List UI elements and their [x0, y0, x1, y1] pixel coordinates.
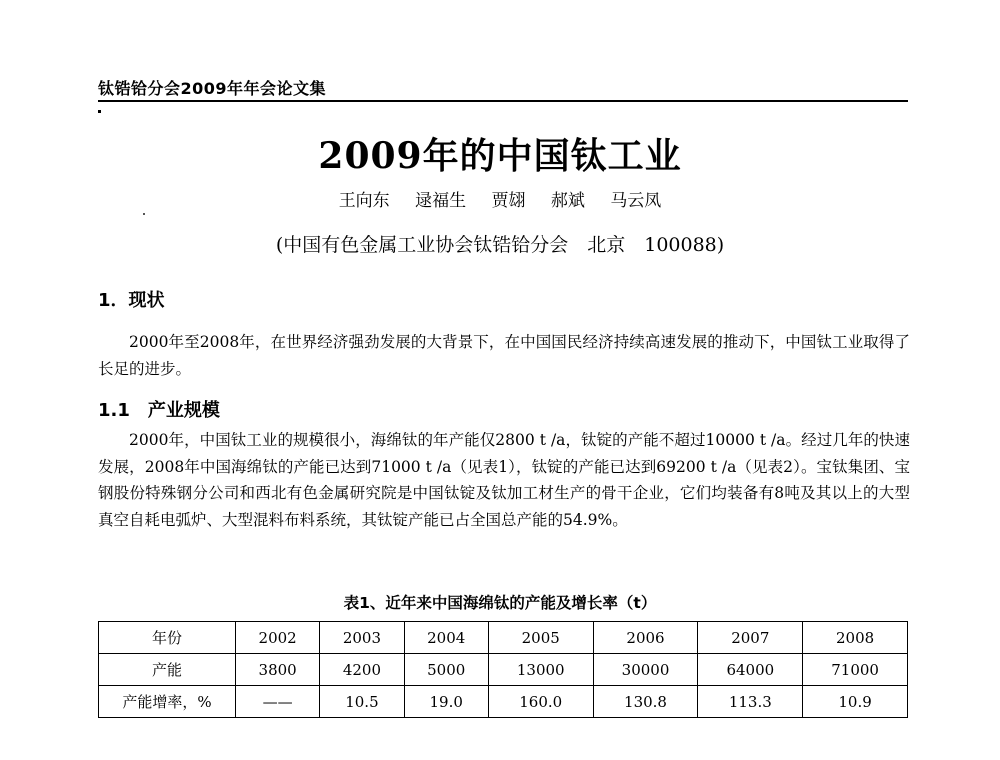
table-cell: 3800 [236, 654, 320, 686]
subsection-heading: 1.1 产业规模 [98, 400, 220, 421]
table-cell: 71000 [803, 654, 908, 686]
table-caption: 表1、近年来中国海绵钛的产能及增长率（t） [343, 594, 657, 612]
table-cell: 113.3 [698, 686, 803, 718]
table-row-capacity [99, 654, 908, 686]
section-heading: 1．现状 [98, 290, 165, 311]
table-cell: 10.9 [803, 686, 908, 718]
table-cell: 2003 [320, 622, 404, 654]
table-cell: 30000 [593, 654, 698, 686]
section-paragraph: 2000年至2008年，在世界经济强劲发展的大背景下，在中国国民经济持续高速发展的推动下，中国钛工业取得了长足的进步。 [98, 333, 910, 378]
sponge-titanium-capacity-table [98, 621, 908, 718]
table-cell: 2005 [488, 622, 593, 654]
author: 王向东 [338, 191, 390, 211]
table-cell: 64000 [698, 654, 803, 686]
scan-speck [143, 213, 145, 215]
subsection-paragraph: 2000年，中国钛工业的规模很小，海绵钛的年产能仅2800 t /a，钛锭的产能不超过10000 t /a。经过几年的快速发展，2008年中国海绵钛的产能已达到71000 t /a（见表1），钛锭的产能已达到69200 t /a（见表2）。宝钛集团、宝钢股份特殊钢分公司和西北有色金属研究院是中国钛锭及钛加工材生产的骨干企业，它们均装备有8吨及其以上的大型真空自耗电弧炉、大型混料布料系统，其钛锭产能已占全国总产能的54.9%。 [98, 431, 910, 529]
table-cell: 19.0 [404, 686, 488, 718]
table-cell: 5000 [404, 654, 488, 686]
running-head: 钛锆铪分会2009年年会论文集 [98, 79, 327, 98]
table-cell: 2008 [803, 622, 908, 654]
author: 马云凤 [610, 191, 662, 211]
affiliation: (中国有色金属工业协会钛锆铪分会 北京 100088) [275, 234, 725, 256]
header-rule [98, 100, 908, 102]
paper-title: 2009年的中国钛工业 [318, 135, 682, 177]
table-cell: 10.5 [320, 686, 404, 718]
row-header: 年份 [99, 622, 236, 654]
table-cell: 160.0 [488, 686, 593, 718]
author: 贾翃 [491, 191, 526, 211]
table-cell: 4200 [320, 654, 404, 686]
author-list [0, 186, 1000, 211]
row-header: 产能 [99, 654, 236, 686]
author: 逯福生 [415, 191, 467, 211]
table-cell: 2002 [236, 622, 320, 654]
table-row-growth-rate [99, 686, 908, 718]
table-cell: 13000 [488, 654, 593, 686]
table-cell: 2004 [404, 622, 488, 654]
scan-dot [98, 110, 101, 113]
table-cell: 130.8 [593, 686, 698, 718]
table-row-year [99, 622, 908, 654]
row-header: 产能增率，% [99, 686, 236, 718]
table-cell: 2006 [593, 622, 698, 654]
table-cell: 2007 [698, 622, 803, 654]
author: 郝斌 [550, 191, 585, 211]
table-cell: —— [236, 686, 320, 718]
